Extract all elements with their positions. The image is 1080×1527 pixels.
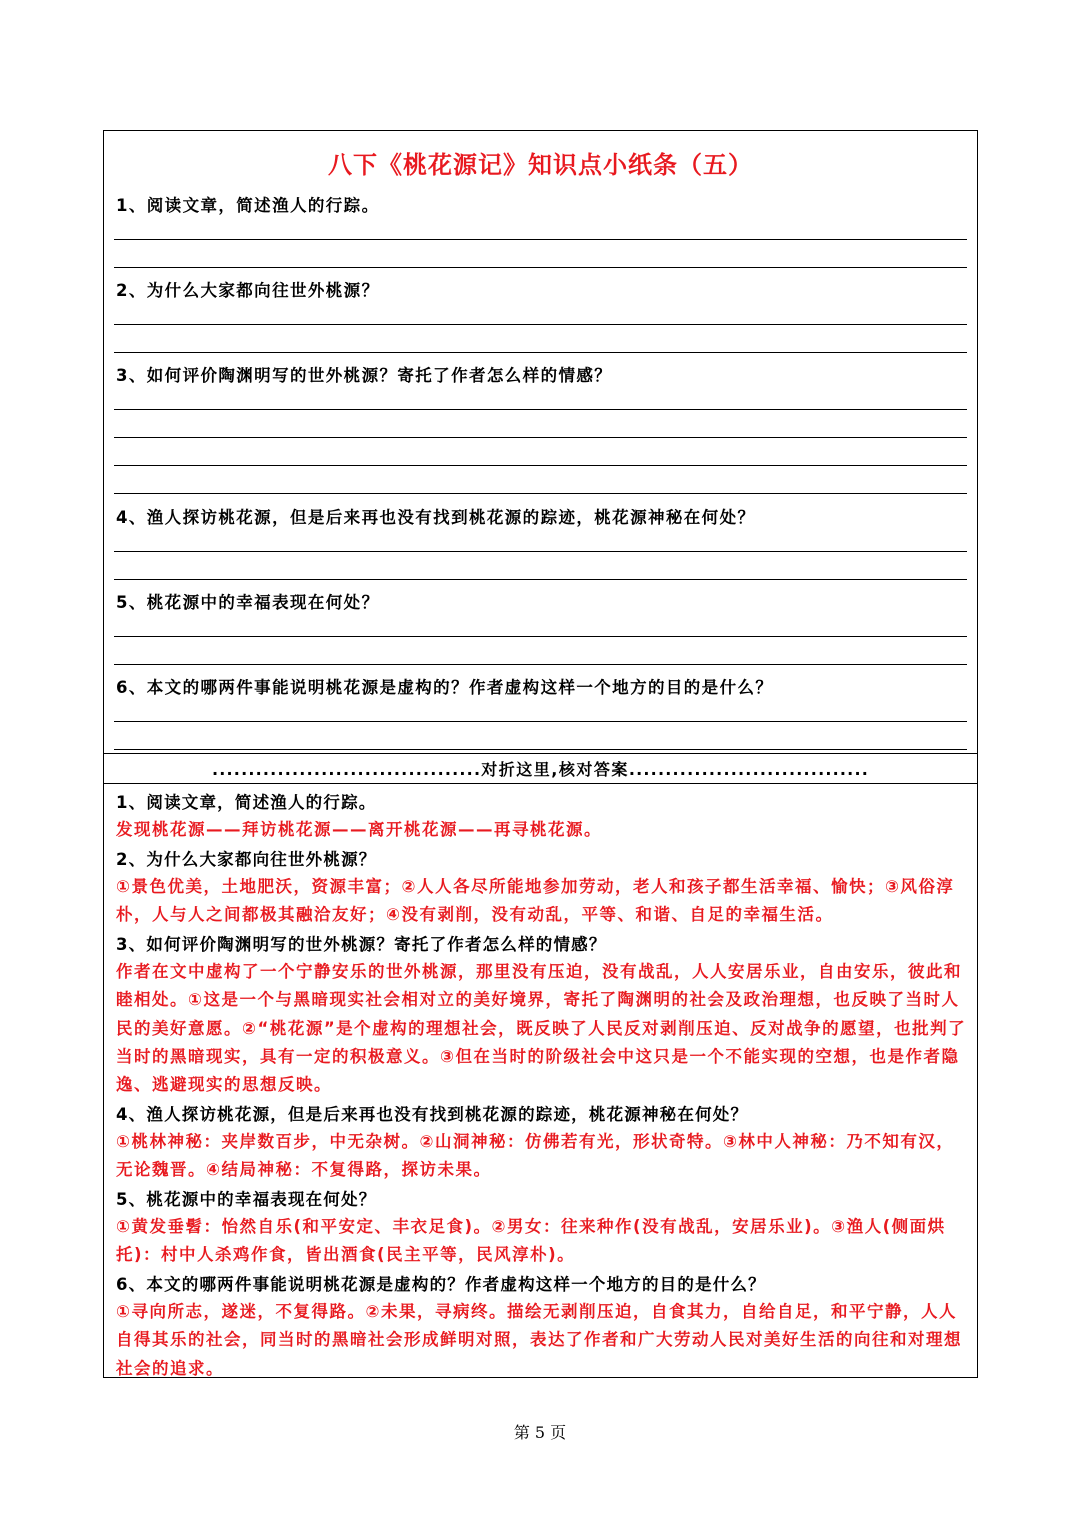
answer-5: ①黄发垂髫：怡然自乐(和平安定、丰衣足食)。②男女：往来种作(没有战乱，安居乐业)。③渔人(侧面烘托)：村中人杀鸡作食，皆出酒食(民主平等，民风淳朴)。 [116, 1217, 946, 1265]
answer-line [114, 352, 967, 353]
answer-6: ①寻向所志，遂迷，不复得路。②未果，寻病终。描绘无剥削压迫，自食其力，自给自足，和平宁静，人人自得其乐的社会，同当时的黑暗社会形成鲜明对照，表达了作者和广大劳动人民对美好生活的向往和对理想社会的追求。 [116, 1302, 962, 1378]
answer-1: 发现桃花源——拜访桃花源——离开桃花源——再寻桃花源。 [116, 820, 602, 839]
answer-3: 作者在文中虚构了一个宁静安乐的世外桃源，那里没有压迫，没有战乱，人人安居乐业，自由安乐，彼此和睦相处。①这是一个与黑暗现实社会相对立的美好境界，寄托了陶渊明的社会及政治理想，也反映了当时人民的美好意愿。②“桃花源”是个虚构的理想社会，既反映了人民反对剥削压迫、反对战争的愿望，也批判了当时的黑暗现实，具有一定的积极意义。③但在当时的阶级社会中这只是一个不能实现的空想，也是作者隐逸、逃避现实的思想反映。 [116, 962, 967, 1095]
answer-line [114, 664, 967, 665]
answer-line [114, 465, 967, 466]
answer-question-3: 3、如何评价陶渊明写的世外桃源？寄托了作者怎么样的情感？ [116, 935, 607, 954]
worksheet-table [103, 130, 978, 1378]
answer-2: ①景色优美，土地肥沃，资源丰富；②人人各尽所能地参加劳动，老人和孩子都生活幸福、愉快；③风俗淳朴，人与人之间都极其融洽友好；④没有剥削，没有动乱，平等、和谐、自足的幸福生活。 [116, 877, 955, 925]
question-1: 1、阅读文章，简述渔人的行踪。 [116, 196, 380, 215]
answer-line [114, 267, 967, 268]
answer-line [114, 551, 967, 552]
answer-question-1: 1、阅读文章，简述渔人的行踪。 [116, 793, 377, 812]
answer-question-2: 2、为什么大家都向往世外桃源？ [116, 850, 377, 869]
answer-line [114, 239, 967, 240]
question-2: 2、为什么大家都向往世外桃源？ [116, 281, 380, 300]
answer-line [114, 409, 967, 410]
worksheet-title: 八下《桃花源记》知识点小纸条（五） [328, 151, 753, 179]
answer-4: ①桃林神秘：夹岸数百步，中无杂树。②山洞神秘：仿佛若有光，形状奇特。③林中人神秘：乃不知有汉，无论魏晋。④结局神秘：不复得路，探访未果。 [116, 1132, 955, 1180]
answer-line [114, 721, 967, 722]
question-section [104, 131, 977, 754]
answer-section [104, 784, 977, 1378]
answer-line [114, 493, 967, 494]
answer-line [114, 636, 967, 637]
fold-label: 对折这里,核对答案 [481, 760, 629, 779]
question-4: 4、渔人探访桃花源，但是后来再也没有找到桃花源的踪迹，桃花源神秘在何处？ [116, 508, 756, 527]
question-6: 6、本文的哪两件事能说明桃花源是虚构的？作者虚构这样一个地方的目的是什么？ [116, 678, 774, 697]
answer-line [114, 437, 967, 438]
fold-divider [104, 754, 977, 784]
answer-question-5: 5、桃花源中的幸福表现在何处？ [116, 1190, 377, 1209]
answer-line [114, 579, 967, 580]
question-3: 3、如何评价陶渊明写的世外桃源？寄托了作者怎么样的情感？ [116, 366, 613, 385]
question-5: 5、桃花源中的幸福表现在何处？ [116, 593, 380, 612]
page-number: 第 5 页 [513, 1423, 567, 1442]
answer-line [114, 324, 967, 325]
answer-question-4: 4、渔人探访桃花源，但是后来再也没有找到桃花源的踪迹，桃花源神秘在何处？ [116, 1105, 749, 1124]
answer-line [114, 749, 967, 750]
answer-question-6: 6、本文的哪两件事能说明桃花源是虚构的？作者虚构这样一个地方的目的是什么？ [116, 1275, 766, 1294]
fold-dots-left: ..................................... [211, 760, 482, 779]
fold-dots-right: ................................. [628, 760, 870, 779]
fold-instruction [112, 757, 969, 780]
